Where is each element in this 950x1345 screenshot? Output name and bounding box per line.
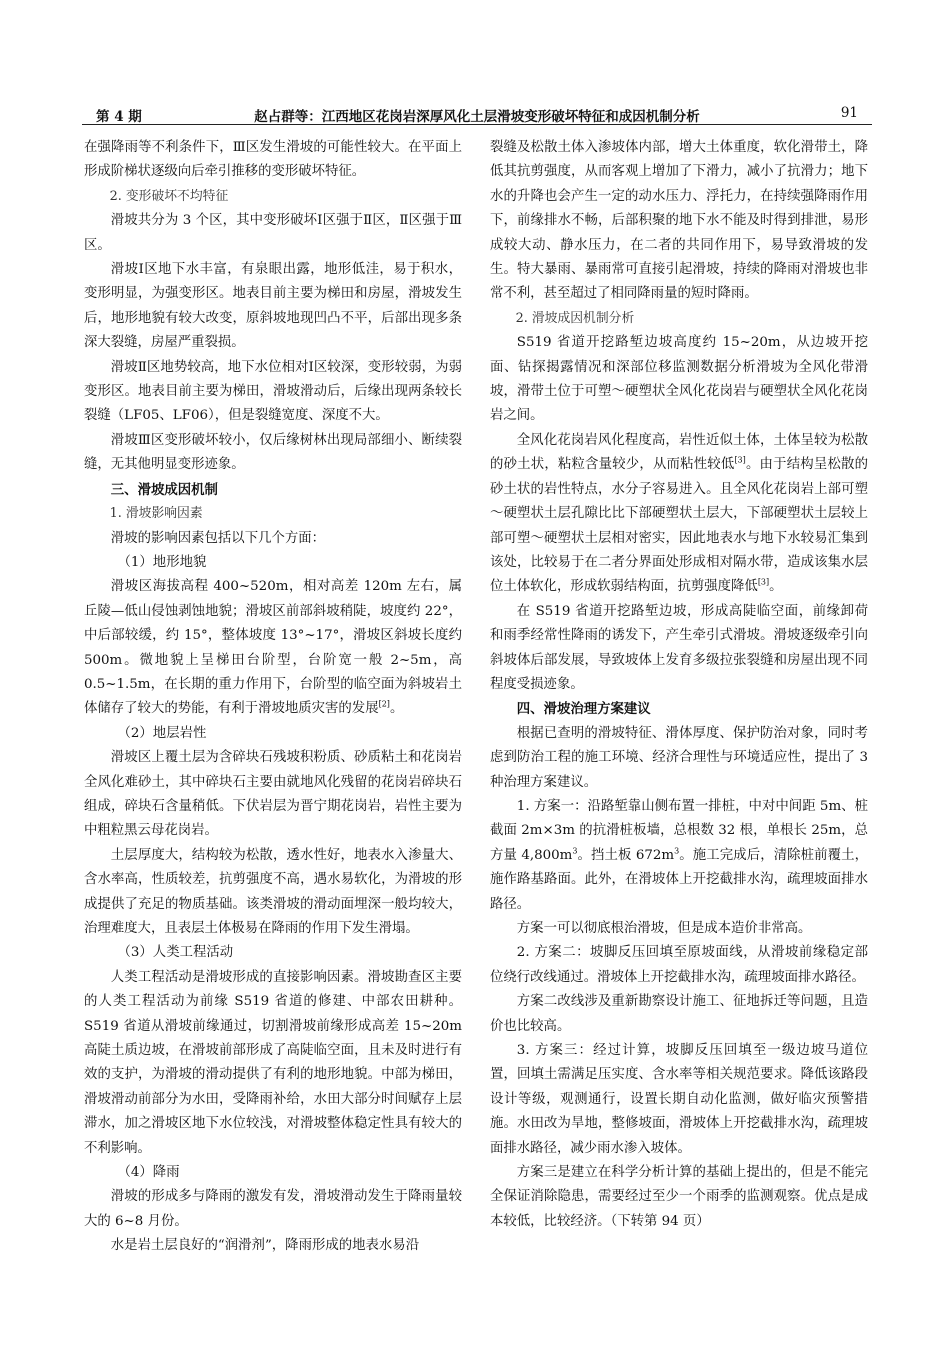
item-heading: （3）人类工程活动 — [117, 945, 234, 961]
paragraph: 滑坡Ⅱ区地势较高，地下水位相对Ⅰ区较深，变形较弱，为弱变形区。地表目前主要为梯田，滑坡滑动后，后缘出现两条较长裂缝（LF05、LF06），但是裂缝宽度、深度不大。 — [84, 359, 462, 424]
citation[interactable]: [3] — [757, 577, 770, 587]
paragraph — [490, 795, 868, 917]
subsection-heading: 2. 变形破坏不均特征 — [109, 188, 229, 204]
paragraph: 滑坡的影响因素包括以下几个方面： — [110, 530, 326, 546]
paragraph: 滑坡Ⅲ区变形破坏较小，仅后缘树林出现局部细小、断续裂缝，无其他明显变形迹象。 — [84, 432, 462, 473]
paragraph: 土层厚度大，结构较为松散，透水性好，地表水入渗量大、含水率高，性质较差，抗剪强度不高，遇水易软化，为滑坡的形成提供了充足的物质基础。该类滑坡的滑动面埋深一般均较大，治理难度大，且表层土体极易在降雨的作用下发生滑塌。 — [84, 847, 462, 936]
section-heading: 四、滑坡治理方案建议 — [516, 701, 651, 718]
paragraph — [84, 575, 462, 721]
paragraph: 3. 方案三：经过计算，坡脚反压回填至一级边坡马道位置，回填土需满足压实度、含水率等相关规范要求。降低该路段设计等级，观测通行，设置长期自动化监测，做好临灾预警措施。水田改为旱地，整修坡面，滑坡体上开挖截排水沟，疏理坡面排水路径，减少雨水渗入坡体。 — [490, 1043, 868, 1156]
paragraph — [490, 429, 868, 600]
issue-label: 第 4 期 — [96, 109, 142, 125]
paragraph: 2. 方案二：坡脚反压回填至原坡面线，从滑坡前缘稳定部位绕行改线通过。滑坡体上开挖截排水沟，疏理坡面排水路径。 — [490, 945, 868, 985]
item-heading: （4）降雨 — [117, 1165, 180, 1181]
paragraph: 方案一可以彻底根治滑坡，但是成本造价非常高。 — [516, 921, 812, 936]
paragraph: 方案二改线涉及重新勘察设计施工、征地拆迁等问题，且造价也比较高。 — [490, 994, 868, 1034]
paragraph: 裂缝及松散土体入渗坡体内部，增大土体重度，软化滑带土，降低其抗剪强度，从而客观上增加了下滑力，减小了抗滑力；地下水的升降也会产生一定的动水压力、浮托力，在持续强降雨作用下，前缘排水不畅，后部积聚的地下水不能及时得到排泄，易形成较大动、静水压力，在二者的共同作用下，易导致滑坡的发生。特大暴雨、暴雨常可直接引起滑坡，持续的降雨对滑坡也非常不利，甚至超过了相同降雨量的短时降雨。 — [490, 140, 868, 302]
right-column — [490, 136, 868, 1234]
paragraph-text: 。 — [389, 701, 404, 717]
paragraph: 方案三是建立在科学分析计算的基础上提出的，但是不能完全保证消除隐患，需要经过至少一个雨季的监测观察。优点是成本较低，比较经济。（下转第 94 页） — [490, 1165, 868, 1229]
subsection-heading: 2. 滑坡成因机制分析 — [515, 310, 635, 326]
paragraph: 滑坡共分为 3 个区，其中变形破坏Ⅰ区强于Ⅱ区，Ⅱ区强于Ⅲ区。 — [84, 213, 462, 253]
item-heading: （1）地形地貌 — [117, 554, 207, 570]
subsection-heading: 1. 滑坡影响因素 — [109, 506, 203, 522]
paragraph-text: 。 — [769, 579, 783, 595]
left-column — [84, 136, 462, 1259]
citation[interactable]: [3] — [734, 455, 746, 465]
citation[interactable]: [2] — [378, 699, 390, 709]
paragraph-text: 。施工完成后，清除桩前覆土，施作路基路面。此外，在滑坡体上开挖截排水沟，疏理坡面排水路径。 — [490, 847, 869, 912]
paragraph-text: 全风化花岗岩风化程度高，岩性近似土体，土体呈较为松散的砂土状，粘粒含量较少，从而粘性较低 — [490, 432, 868, 473]
paragraph: 滑坡Ⅰ区地下水丰富，有泉眼出露，地形低洼，易于积水，变形明显，为强变形区。地表目前主要为梯田和房屋，滑坡发生后，地形地貌有较大改变，原斜坡地现凹凸不平，后部出现多条深大裂缝，房屋严重裂损。 — [84, 262, 462, 351]
paragraph-text: 。由于结构呈松散的砂土状的岩性特点，水分子容易进入。且全风化花岗岩上部可塑～硬塑状土层孔隙比比下部硬塑状土层大，下部硬塑状土层较上部可塑～硬塑状土层相对密实，因此地表水与地下水较易汇集到该处，比较易于在二者分界面处形成相对隔水带，造成该集水层位土体软化，形成软弱结构面，抗剪强度降低 — [490, 457, 868, 595]
running-title: 赵占群等：江西地区花岗岩深厚风化土层滑坡变形破坏特征和成因机制分析 — [254, 109, 700, 125]
paragraph-text: 滑坡区海拔高程 400~520m，相对高差 120m 左右，属丘陵—低山侵蚀剥蚀地貌；滑坡区前部斜坡稍陡，坡度约 22°，中后部较缓，约 15°，整体坡度 13°~17°，滑坡区斜坡长度约 500m。微地貌上呈梯田台阶型，台阶宽一般 2~5m，高 0.5~1.5m，在长期的重力作用下，台阶型的临空面为斜坡岩土体储存了较大的势能，有利于滑坡地质灾害的发展 — [84, 579, 462, 717]
section-heading: 三、滑坡成因机制 — [110, 481, 218, 498]
paragraph: 根据已查明的滑坡特征、滑体厚度、保护防治对象，同时考虑到防治工程的施工环境、经济合理性与环境适应性，提出了 3 种治理方案建议。 — [490, 725, 868, 790]
paragraph: S519 省道开挖路堑边坡高度约 15~20m，从边坡开挖面、钻探揭露情况和深部位移监测数据分析滑坡为全风化带滑坡，滑带土位于可塑～硬塑状全风化花岗岩与硬塑状全风化花岗岩之间。 — [490, 335, 868, 424]
item-heading: （2）地层岩性 — [117, 725, 207, 741]
superscript: 3 — [572, 846, 578, 856]
paragraph: 在强降雨等不利条件下，Ⅲ区发生滑坡的可能性较大。在平面上形成阶梯状逐级向后牵引推移的变形破坏特征。 — [84, 140, 462, 180]
paragraph-text: 1. 方案一：沿路堑靠山侧布置一排桩，中对中间距 5m、桩截面 2m×3m 的抗滑桩板墙，总根数 32 根，单根长 25m，总方量 4,800m — [490, 798, 868, 863]
paragraph: 水是岩土层良好的“润滑剂”，降雨形成的地表水易沿 — [110, 1238, 420, 1254]
paragraph-text: 。挡土板 672m — [577, 847, 675, 863]
running-header — [82, 100, 872, 125]
paragraph: 人类工程活动是滑坡形成的直接影响因素。滑坡勘查区主要的人类工程活动为前缘 S519 省道的修建、中部农田耕种。S519 省道从滑坡前缘通过，切割滑坡前缘形成高差 15~20m 高陡土质边坡，在滑坡前部形成了高陡临空面，且未及时进行有效的支护，为滑坡的滑动提供了有利的地形地貌。中部为梯田，滑坡滑动前部分为水田，受降雨补给，水田大部分时间赋存上层滞水，加之滑坡区地下水位较浅，对滑坡整体稳定性具有较大的不利影响。 — [84, 969, 462, 1156]
page-number: 91 — [840, 105, 858, 121]
paragraph: 在 S519 省道开挖路堑边坡，形成高陡临空面，前缘卸荷和雨季经常性降雨的诱发下，产生牵引式滑坡。滑坡逐级牵引向斜坡体后部发展，导致坡体上发育多级拉张裂缝和房屋出现不同程度受损迹象。 — [490, 603, 868, 692]
paragraph: 滑坡的形成多与降雨的激发有发，滑坡滑动发生于降雨量较大的 6~8 月份。 — [84, 1189, 462, 1229]
superscript: 3 — [674, 846, 680, 856]
paragraph: 滑坡区上覆土层为含碎块石残坡积粉质、砂质粘土和花岗岩全风化难砂土，其中碎块石主要由就地风化残留的花岗岩碎块石组成，碎块石含量稍低。下伏岩层为晋宁期花岗岩，岩性主要为中粗粒黑云母花岗岩。 — [84, 750, 462, 839]
